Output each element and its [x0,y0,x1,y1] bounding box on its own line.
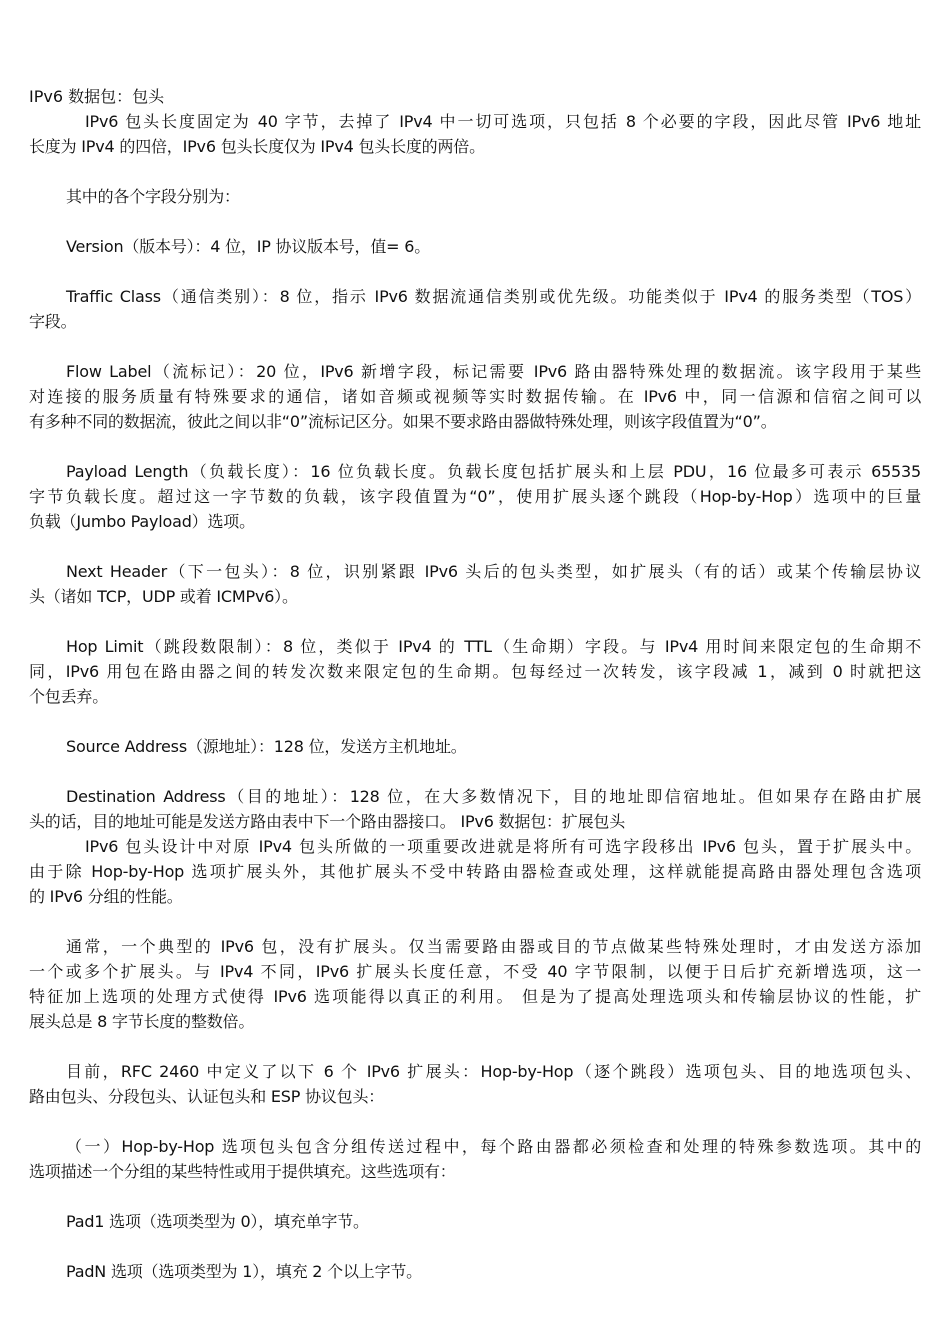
text-line: Hop Limit（跳段数限制）：8 位，类似于 IPv4 的 TTL（生命期）字段。与 IPv4 用时间来限定包的生命期不 [66,637,921,656]
text-line: 字段。 [29,312,77,331]
paragraph-typical-packet [29,934,921,1034]
text-line: 字节负载长度。超过这一字节数的负载，该字段值置为“0”，使用扩展头逐个跳段（Hop-by-Hop）选项中的巨量 [29,487,921,506]
paragraph-destination-address [29,784,921,834]
paragraph-header-length [29,109,921,159]
text-line: 一个或多个扩展头。与 IPv4 不同，IPv6 扩展头长度任意，不受 40 字节限制，以便于日后扩充新增选项，这一 [29,962,921,981]
paragraph-rfc-2460 [29,1059,921,1109]
text-line: Next Header（下一包头）：8 位，识别紧跟 IPv6 头后的包头类型，如扩展头（有的话）或某个传输层协议 [66,562,921,581]
paragraph-next-header [29,559,921,609]
text-line: 选项描述一个分组的某些特性或用于提供填充。这些选项有： [29,1162,456,1181]
text-line: 的 IPv6 分组的性能。 [29,887,183,906]
text-line: Payload Length（负载长度）：16 位负载长度。负载长度包括扩展头和上层 PDU，16 位最多可表示 65535 [66,462,921,481]
text-line: Traffic Class（通信类别）：8 位，指示 IPv6 数据流通信类别或优先级。功能类似于 IPv4 的服务类型（TOS） [66,287,921,306]
text-line: IPv6 包头设计中对原 IPv4 包头所做的一项重要改进就是将所有可选字段移出 IPv6 包头，置于扩展头中。 [85,837,921,856]
text-line: Flow Label（流标记）：20 位，IPv6 新增字段，标记需要 IPv6 路由器特殊处理的数据流。该字段用于某些 [66,362,921,381]
text-line: 通常，一个典型的 IPv6 包，没有扩展头。仅当需要路由器或目的节点做某些特殊处理时，才由发送方添加 [66,937,921,956]
paragraph-version [29,234,921,259]
text-line: Pad1 选项（选项类型为 0），填充单字节。 [66,1212,369,1231]
paragraph-traffic-class [29,284,921,334]
paragraph-pad1 [29,1209,921,1234]
text-line: 头的话，目的地址可能是发送方路由表中下一个路由器接口。 IPv6 数据包：扩展包头 [29,812,625,831]
paragraph-flow-label [29,359,921,434]
paragraph-fields-intro [29,184,921,209]
document-page [29,84,921,1284]
paragraph-padn [29,1259,921,1284]
text-line: 目前，RFC 2460 中定义了以下 6 个 IPv6 扩展头：Hop-by-Hop（逐个跳段）选项包头、目的地选项包头、 [66,1062,921,1081]
text-line: 头（诸如 TCP，UDP 或着 ICMPv6）。 [29,587,298,606]
paragraph-extension-headers [29,834,921,909]
text-line: 有多种不同的数据流，彼此之间以非“0”流标记区分。如果不要求路由器做特殊处理，则该字段值置为“0”。 [29,412,777,431]
paragraph-hop-limit [29,634,921,709]
text-line: 由于除 Hop-by-Hop 选项扩展头外，其他扩展头不受中转路由器检查或处理，这样就能提高路由器处理包含选项 [29,862,921,881]
text-line: （一）Hop-by-Hop 选项包头包含分组传送过程中，每个路由器都必须检查和处理的特殊参数选项。其中的 [66,1137,921,1156]
text-line: 长度为 IPv4 的四倍，IPv6 包头长度仅为 IPv4 包头长度的两倍。 [29,137,485,156]
text-line: 展头总是 8 字节长度的整数倍。 [29,1012,255,1031]
text-line: 负载（Jumbo Payload）选项。 [29,512,255,531]
text-line: 特征加上选项的处理方式使得 IPv6 选项能得以真正的利用。 但是为了提高处理选项头和传输层协议的性能，扩 [29,987,921,1006]
text-line: Destination Address（目的地址）：128 位，在大多数情况下，目的地址即信宿地址。但如果存在路由扩展 [66,787,921,806]
text-line: IPv6 包头长度固定为 40 字节，去掉了 IPv4 中一切可选项，只包括 8 个必要的字段，因此尽管 IPv6 地址 [85,112,921,131]
doc-title: IPv6 数据包：包头 [29,87,165,106]
text-line: 其中的各个字段分别为： [66,187,240,206]
paragraph-payload-length [29,459,921,534]
text-line: 个包丢弃。 [29,687,109,706]
paragraph-source-address [29,734,921,759]
text-line: PadN 选项（选项类型为 1），填充 2 个以上字节。 [66,1262,422,1281]
paragraph-hop-by-hop [29,1134,921,1184]
text-line: 同，IPv6 用包在路由器之间的转发次数来限定包的生命期。包每经过一次转发，该字段减 1，减到 0 时就把这 [29,662,921,681]
text-line: Version（版本号）：4 位，IP 协议版本号，值= 6。 [66,237,431,256]
text-line: Source Address（源地址）：128 位，发送方主机地址。 [66,737,467,756]
text-line: 路由包头、分段包头、认证包头和 ESP 协议包头： [29,1087,385,1106]
text-line: 对连接的服务质量有特殊要求的通信，诸如音频或视频等实时数据传输。在 IPv6 中，同一信源和信宿之间可以 [29,387,921,406]
